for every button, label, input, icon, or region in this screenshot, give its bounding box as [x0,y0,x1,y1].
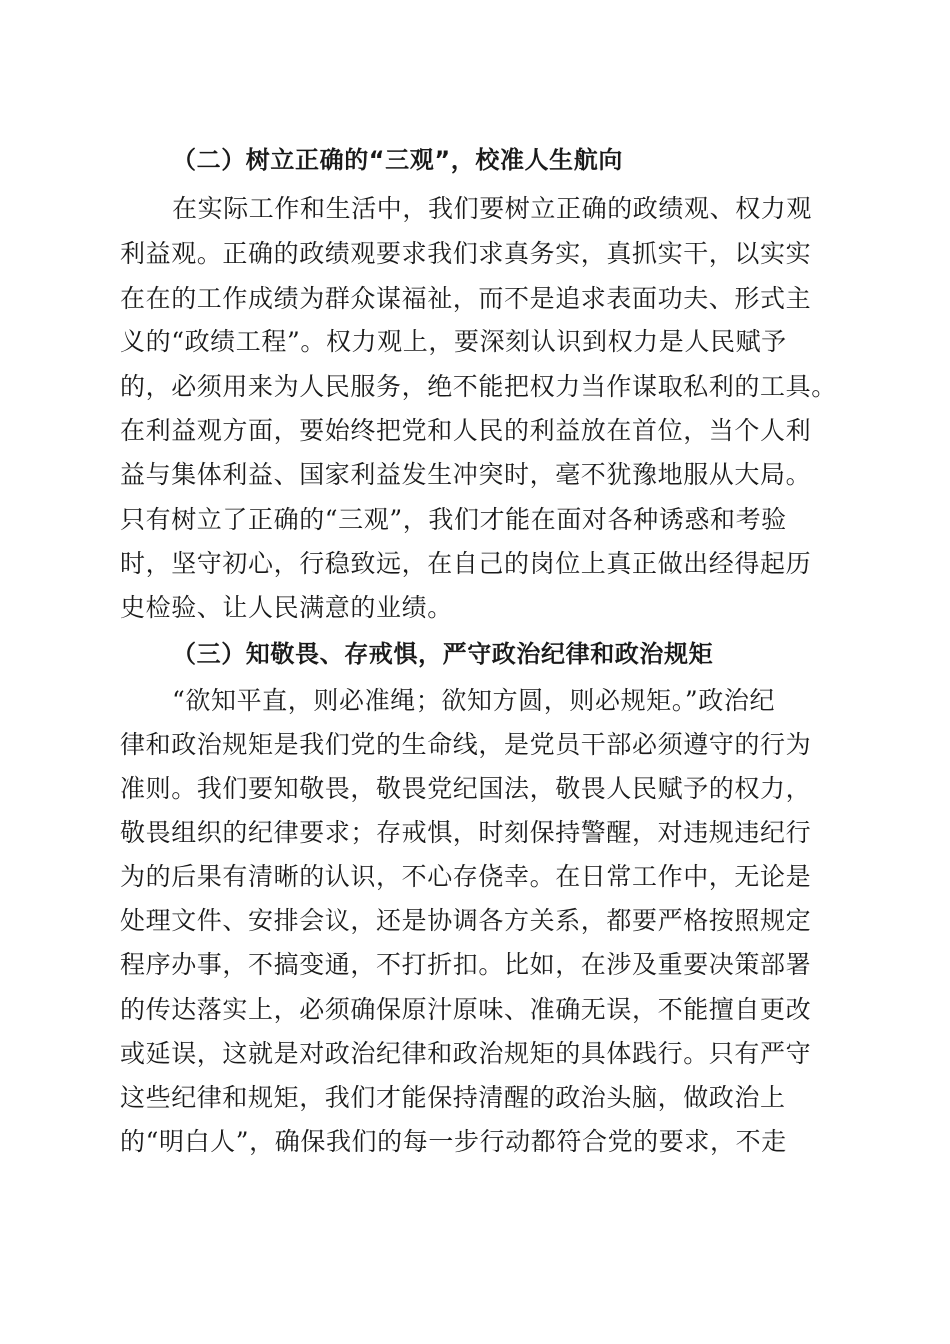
paragraph-line: 的传达落实上，必须确保原汁原味、准确无误，不能擅自更改 [120,995,812,1024]
paragraph-line: 时，坚守初心，行稳致远，在自己的岗位上真正做出经得起历 [120,549,812,578]
paragraph-line: 史检验、让人民满意的业绩。 [120,593,453,622]
paragraph-line: 利益观。正确的政绩观要求我们求真务实，真抓实干，以实实 [120,239,812,268]
paragraph-line: 在实际工作和生活中，我们要树立正确的政绩观、权力观 [172,194,813,223]
paragraph-line: 在利益观方面，要始终把党和人民的利益放在首位，当个人利 [120,416,812,445]
paragraph-line: 在在的工作成绩为群众谋福祉，而不是追求表面功夫、形式主 [120,284,812,313]
paragraph-line: 益与集体利益、国家利益发生冲突时，毫不犹豫地服从大局。 [120,460,812,489]
paragraph-line: 为的后果有清晰的认识，不心存侥幸。在日常工作中，无论是 [120,862,812,891]
paragraph-line: 义的“政绩工程”。权力观上，要深刻认识到权力是人民赋予 [120,327,787,356]
paragraph-line: “欲知平直，则必准绳；欲知方圆，则必规矩。”政治纪 [172,686,776,715]
paragraph-line: 程序办事，不搞变通，不打折扣。比如，在涉及重要决策部署 [120,950,812,979]
paragraph-line: 的，必须用来为人民服务，绝不能把权力当作谋取私利的工具。 [120,372,837,401]
paragraph-line: 的“明白人”，确保我们的每一步行动都符合党的要求，不走 [120,1127,787,1156]
paragraph-line: 准则。我们要知敬畏，敬畏党纪国法，敬畏人民赋予的权力， [120,774,812,803]
paragraph-line: 或延误，这就是对政治纪律和政治规矩的具体践行。只有严守 [120,1039,812,1068]
paragraph-line: 处理文件、安排会议，还是协调各方关系，都要严格按照规定 [120,906,812,935]
paragraph-line: 这些纪律和规矩，我们才能保持清醒的政治头脑，做政治上 [120,1083,786,1112]
section-heading-3: （三）知敬畏、存戒惧，严守政治纪律和政治规矩 [172,640,714,668]
paragraph-line: 敬畏组织的纪律要求；存戒惧，时刻保持警醒，对违规违纪行 [120,818,812,847]
paragraph-line: 只有树立了正确的“三观”，我们才能在面对各种诱惑和考验 [120,505,787,534]
section-heading-2: （二）树立正确的“三观”，校准人生航向 [172,146,623,174]
paragraph-line: 律和政治规矩是我们党的生命线，是党员干部必须遵守的行为 [120,730,812,759]
